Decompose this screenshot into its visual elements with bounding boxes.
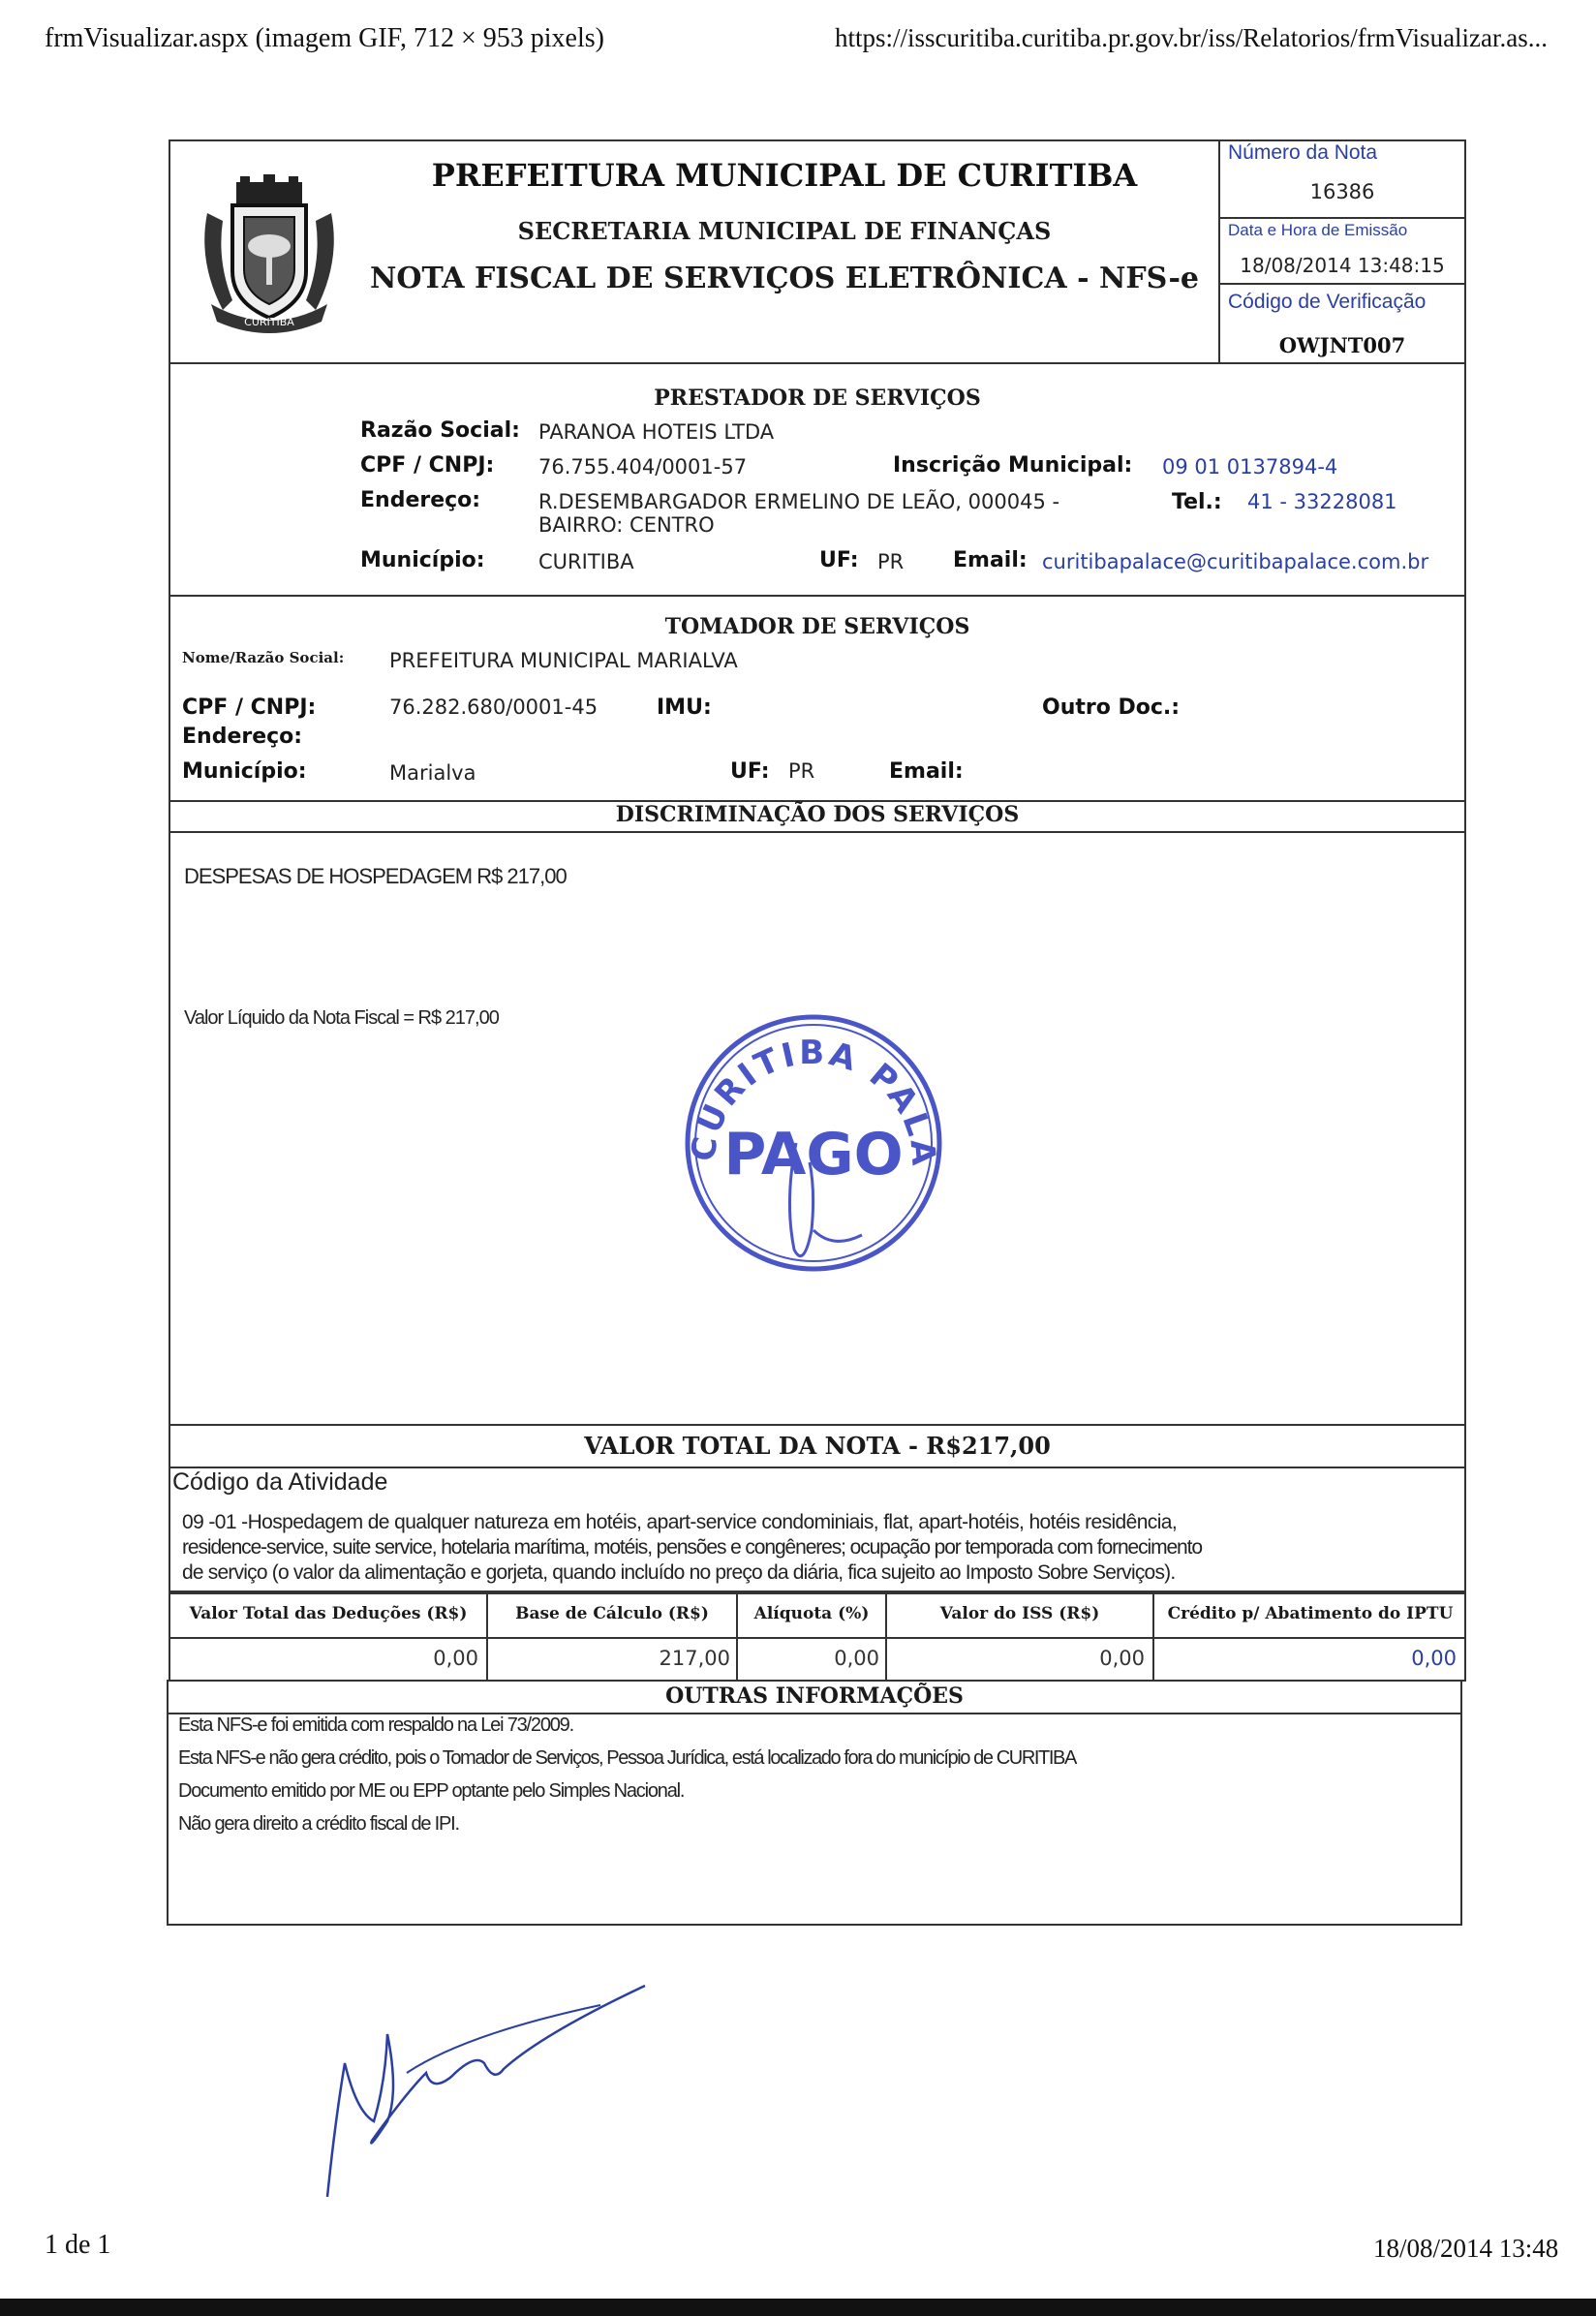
prestador-razao-label: Razão Social: bbox=[360, 418, 520, 443]
valores-header-iss: Valor do ISS (R$) bbox=[939, 1604, 1100, 1623]
codigo-verificacao-label: Código de Verificação bbox=[1228, 291, 1427, 313]
tomador-municipio-value: Marialva bbox=[389, 761, 476, 785]
prestador-cnpj-value: 76.755.404/0001-57 bbox=[538, 455, 748, 479]
data-emissao-label: Data e Hora de Emissão bbox=[1228, 221, 1408, 239]
prestador-im-label: Inscrição Municipal: bbox=[893, 453, 1133, 478]
paid-stamp bbox=[668, 998, 959, 1288]
prestador-uf-label: UF: bbox=[819, 548, 859, 572]
page-number: 1 de 1 bbox=[45, 2230, 111, 2260]
prestador-email-value: curitibapalace@curitibapalace.com.br bbox=[1042, 550, 1429, 573]
tomador-cnpj-label: CPF / CNPJ: bbox=[182, 695, 317, 720]
print-page-url: https://isscuritiba.curitiba.pr.gov.br/iss/Relatorios/frmVisualizar.as... bbox=[835, 23, 1549, 52]
tomador-nome-value: PREFEITURA MUNICIPAL MARIALVA bbox=[389, 649, 738, 672]
header-title: PREFEITURA MUNICIPAL DE CURITIBA bbox=[431, 157, 1138, 194]
scan-bottom-edge bbox=[0, 2299, 1596, 2316]
valores-header-aliquota: Alíquota (%) bbox=[753, 1604, 870, 1623]
nfse-title: NOTA FISCAL DE SERVIÇOS ELETRÔNICA - NFS-e bbox=[370, 262, 1199, 295]
tomador-outro-doc-label: Outro Doc.: bbox=[1042, 695, 1181, 720]
atividade-line2: residence-service, suite service, hotelaria marítima, motéis, pensões e congêneres; ocupação por temporada com fornecimento bbox=[182, 1536, 1202, 1559]
atividade-label: Código da Atividade bbox=[172, 1468, 388, 1496]
prestador-cnpj-label: CPF / CNPJ: bbox=[360, 453, 495, 478]
curitiba-crest-icon bbox=[194, 174, 345, 334]
tomador-title: TOMADOR DE SERVIÇOS bbox=[664, 614, 970, 639]
header-subtitle: SECRETARIA MUNICIPAL DE FINANÇAS bbox=[517, 217, 1052, 245]
handwritten-signature bbox=[310, 1976, 659, 2208]
discriminacao-title: DISCRIMINAÇÃO DOS SERVIÇOS bbox=[615, 802, 1020, 827]
prestador-razao-value: PARANOA HOTEIS LTDA bbox=[538, 420, 775, 444]
prestador-municipio-value: CURITIBA bbox=[538, 550, 634, 573]
codigo-verificacao-value: OWJNT007 bbox=[1278, 333, 1406, 357]
crest-ribbon-text: CURITIBA bbox=[244, 316, 294, 328]
prestador-email-label: Email: bbox=[953, 548, 1028, 572]
atividade-line1: 09 -01 -Hospedagem de qualquer natureza em hotéis, apart-service condominiais, flat, apart-hotéis, hotéis residência, bbox=[182, 1511, 1178, 1533]
outras-info-line: Não gera direito a crédito fiscal de IPI. bbox=[178, 1813, 459, 1835]
valores-value-aliquota: 0,00 bbox=[834, 1647, 879, 1670]
nota-divider-2 bbox=[1218, 283, 1466, 285]
prestador-endereco-label: Endereço: bbox=[360, 488, 481, 512]
prestador-municipio-label: Município: bbox=[360, 548, 485, 572]
numero-nota-label: Número da Nota bbox=[1228, 141, 1378, 164]
valores-value-base: 217,00 bbox=[659, 1647, 730, 1670]
atividade-line3: de serviço (o valor da alimentação e gorjeta, quando incluído no preço da diária, fica sujeito ao Imposto Sobre Serviços). bbox=[182, 1561, 1176, 1584]
valor-total-label: VALOR TOTAL DA NOTA - R$217,00 bbox=[584, 1432, 1051, 1460]
stamp-ring-text: CURITIBA PALA bbox=[684, 1033, 943, 1170]
tomador-municipio-label: Município: bbox=[182, 759, 307, 784]
prestador-title: PRESTADOR DE SERVIÇOS bbox=[654, 386, 981, 411]
data-emissao-value: 18/08/2014 13:48:15 bbox=[1240, 254, 1445, 277]
valores-header-deducoes: Valor Total das Deduções (R$) bbox=[189, 1604, 468, 1623]
outras-info-line: Esta NFS-e não gera crédito, pois o Tomador de Serviços, Pessoa Jurídica, está localizado fora do município de CURITIBA bbox=[178, 1747, 1076, 1769]
prestador-im-value: 09 01 0137894-4 bbox=[1162, 455, 1338, 479]
valores-header-iptu: Crédito p/ Abatimento do IPTU bbox=[1167, 1604, 1454, 1623]
prestador-uf-value: PR bbox=[877, 550, 905, 573]
valores-value-iptu: 0,00 bbox=[1411, 1647, 1457, 1670]
tomador-imu-label: IMU: bbox=[657, 695, 712, 720]
valores-value-deducoes: 0,00 bbox=[433, 1647, 478, 1670]
tomador-nome-label: Nome/Razão Social: bbox=[182, 649, 345, 666]
tomador-cnpj-value: 76.282.680/0001-45 bbox=[389, 695, 598, 719]
print-page-title: frmVisualizar.aspx (imagem GIF, 712 × 953 pixels) bbox=[45, 23, 604, 53]
prestador-endereco-line2: BAIRRO: CENTRO bbox=[538, 513, 715, 537]
discriminacao-line1: DESPESAS DE HOSPEDAGEM R$ 217,00 bbox=[184, 864, 567, 888]
nota-divider-1 bbox=[1218, 217, 1466, 219]
tomador-email-label: Email: bbox=[889, 759, 964, 784]
outras-info-line: Documento emitido por ME ou EPP optante pelo Simples Nacional. bbox=[178, 1780, 685, 1802]
discriminacao-line2: Valor Líquido da Nota Fiscal = R$ 217,00 bbox=[184, 1007, 499, 1029]
valores-value-iss: 0,00 bbox=[1099, 1647, 1145, 1670]
stamp-pago-text: PAGO bbox=[723, 1121, 904, 1189]
prestador-tel-label: Tel.: bbox=[1172, 490, 1222, 514]
print-datetime: 18/08/2014 13:48 bbox=[1373, 2234, 1559, 2263]
prestador-tel-value: 41 - 33228081 bbox=[1247, 490, 1397, 513]
outras-info-line: Esta NFS-e foi emitida com respaldo na Lei 73/2009. bbox=[178, 1714, 573, 1736]
valores-row-divider bbox=[169, 1637, 1466, 1639]
numero-nota-value: 16386 bbox=[1309, 180, 1375, 203]
tomador-uf-value: PR bbox=[788, 759, 815, 783]
tomador-endereco-label: Endereço: bbox=[182, 725, 303, 749]
outras-info-title: OUTRAS INFORMAÇÕES bbox=[665, 1683, 964, 1709]
valores-header-base: Base de Cálculo (R$) bbox=[515, 1604, 709, 1623]
prestador-endereco-line1: R.DESEMBARGADOR ERMELINO DE LEÃO, 000045 - bbox=[538, 490, 1060, 513]
tomador-uf-label: UF: bbox=[730, 759, 770, 784]
